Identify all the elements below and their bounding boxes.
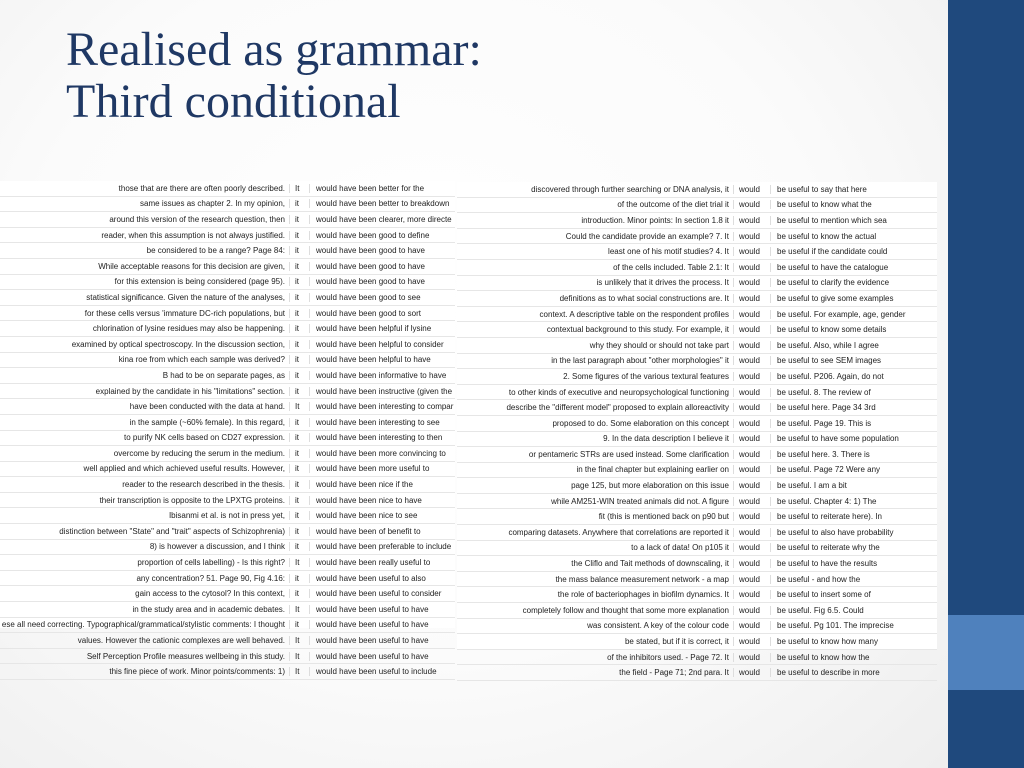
node-word-cell: it [289, 480, 310, 489]
left-context-cell: values. However the cationic complexes are well behaved. [77, 636, 285, 646]
right-context-cell: would have been nice if the [316, 480, 413, 490]
left-context-cell: gain access to the cytosol? In this context, [135, 589, 285, 599]
table-row [457, 634, 937, 650]
table-row [0, 353, 455, 369]
node-word-cell: it [289, 620, 310, 629]
node-word-cell: would [733, 356, 771, 365]
left-context-cell: reader, when this assumption is not always justified. [101, 230, 285, 240]
node-word-cell: would [733, 668, 771, 677]
table-row [457, 447, 937, 463]
table-row [457, 229, 937, 245]
table-row [0, 197, 455, 213]
table-row [0, 540, 455, 556]
right-context-cell: would have been preferable to include [316, 542, 452, 552]
left-context-cell: is unlikely that it drives the process. It [596, 278, 729, 288]
node-word-cell: it [289, 262, 310, 271]
right-context-cell: be useful to have the results [777, 559, 878, 569]
left-context-cell: comparing datasets. Anywhere that correlations are reported it [508, 527, 729, 537]
right-context-cell: be useful. For example, age, gender [777, 309, 906, 319]
right-context-cell: would have been good to see [316, 292, 421, 302]
right-context-cell: be useful to know what the [777, 200, 872, 210]
left-context-cell: those that are there are often poorly described. [118, 183, 285, 193]
right-context-cell: would have been better for the [316, 183, 425, 193]
left-context-cell: the role of bacteriophages in biofilm dynamics. It [557, 590, 729, 600]
right-context-cell: be useful here. Page 34 3rd [777, 403, 876, 413]
left-context-cell: to other kinds of executive and neuropsychological functioning [508, 387, 729, 397]
table-row [0, 181, 455, 197]
node-word-cell: would [733, 200, 771, 209]
table-row [0, 649, 455, 665]
node-word-cell: would [733, 419, 771, 428]
node-word-cell: it [289, 433, 310, 442]
table-row [457, 276, 937, 292]
table-row [457, 307, 937, 323]
table-row [0, 618, 455, 634]
table-row [0, 431, 455, 447]
right-context-cell: would have been interesting to compar [316, 402, 454, 412]
table-row [457, 369, 937, 385]
right-context-cell: be useful to insert some of [777, 590, 871, 600]
table-row [0, 633, 455, 649]
right-context-cell: be useful - and how the [777, 574, 861, 584]
node-word-cell: would [733, 575, 771, 584]
right-context-cell: be useful to describe in more [777, 668, 880, 678]
right-context-cell: be useful to reiterate why the [777, 543, 880, 553]
node-word-cell: would [733, 294, 771, 303]
node-word-cell: would [733, 590, 771, 599]
left-context-cell: be stated, but if it is correct, it [624, 637, 729, 647]
node-word-cell: it [289, 387, 310, 396]
left-context-cell: the Cliflo and Tait methods of downscaling, it [571, 559, 729, 569]
left-context-cell: page 125, but more elaboration on this issue [571, 481, 729, 491]
right-context-cell: be useful. Page 72 Were any [777, 465, 881, 475]
left-context-cell: explained by the candidate in his "limitations" section. [95, 386, 285, 396]
left-context-cell: fit (this is mentioned back on p90 but [598, 512, 729, 522]
node-word-cell: it [289, 324, 310, 333]
node-word-cell: it [289, 418, 310, 427]
table-row [0, 477, 455, 493]
table-row [457, 322, 937, 338]
node-word-cell: It [289, 184, 310, 193]
right-context-cell: be useful to know how the [777, 652, 870, 662]
right-context-cell: be useful to have the catalogue [777, 262, 889, 272]
node-word-cell: it [289, 340, 310, 349]
table-row [457, 509, 937, 525]
left-context-cell: introduction. Minor points: In section 1.8 it [581, 215, 729, 225]
left-context-cell: chlorination of lysine residues may also be happening. [92, 324, 285, 334]
node-word-cell: It [289, 652, 310, 661]
left-context-cell: in the final chapter but explaining earlier on [576, 465, 729, 475]
left-context-cell: Ibisanmi et al. is not in press yet, [168, 511, 285, 521]
right-context-cell: would have been instructive (given the [316, 386, 453, 396]
left-context-cell: kina roe from which each sample was derived? [118, 355, 285, 365]
table-row [0, 306, 455, 322]
right-context-cell: be useful here. 3. There is [777, 449, 870, 459]
table-row [457, 587, 937, 603]
node-word-cell: it [289, 574, 310, 583]
node-word-cell: would [733, 637, 771, 646]
right-context-cell: be useful to know how many [777, 637, 878, 647]
right-context-cell: would have been clearer, more directe [316, 214, 452, 224]
left-context-cell: for this extension is being considered (page 95). [114, 277, 285, 287]
node-word-cell: it [289, 449, 310, 458]
node-word-cell: it [289, 293, 310, 302]
table-row [0, 290, 455, 306]
node-word-cell: it [289, 371, 310, 380]
table-row [457, 603, 937, 619]
table-row [0, 384, 455, 400]
table-row [457, 338, 937, 354]
table-row [0, 524, 455, 540]
left-context-cell: this fine piece of work. Minor points/comments: 1) [109, 667, 285, 677]
left-context-cell: well applied and which achieved useful results. However, [83, 464, 285, 474]
right-context-cell: would have been nice to see [316, 511, 418, 521]
right-context-cell: would have been good to sort [316, 308, 421, 318]
left-context-cell: definitions as to what social constructions are. It [559, 293, 729, 303]
node-word-cell: it [289, 231, 310, 240]
left-context-cell: same issues as chapter 2. In my opinion, [140, 199, 285, 209]
right-context-cell: be useful to see SEM images [777, 356, 882, 366]
node-word-cell: it [289, 527, 310, 536]
node-word-cell: would [733, 341, 771, 350]
left-context-cell: have been conducted with the data at hand. [129, 402, 285, 412]
right-context-cell: be useful if the candidate could [777, 247, 888, 257]
right-context-cell: be useful to say that here [777, 184, 867, 194]
table-row [0, 664, 455, 680]
table-row [457, 385, 937, 401]
left-context-cell: in the study area and in academic debates. [132, 604, 285, 614]
table-row [0, 586, 455, 602]
left-context-cell: context. A descriptive table on the respondent profiles [539, 309, 729, 319]
left-context-cell: in the sample (~60% female). In this regard, [129, 417, 285, 427]
node-word-cell: would [733, 606, 771, 615]
left-context-cell: 8) is however a discussion, and I think [149, 542, 285, 552]
table-row [457, 525, 937, 541]
right-context-cell: would have been useful to consider [316, 589, 442, 599]
right-context-cell: would have been interesting to then [316, 433, 443, 443]
table-row [457, 478, 937, 494]
concordance-table-left [0, 181, 455, 677]
left-context-cell: B had to be on separate pages, as [162, 370, 285, 380]
right-context-cell: would have been informative to have [316, 370, 447, 380]
right-context-cell: would have been good to have [316, 246, 425, 256]
node-word-cell: it [289, 309, 310, 318]
table-row [0, 243, 455, 259]
left-context-cell: of the inhibitors used. - Page 72. It [607, 652, 729, 662]
node-word-cell: would [733, 450, 771, 459]
left-context-cell: describe the "different model" proposed to explain alloreactivity [506, 403, 729, 413]
node-word-cell: it [289, 511, 310, 520]
left-context-cell: reader to the research described in the thesis. [122, 480, 285, 490]
right-context-cell: be useful. Pg 101. The imprecise [777, 621, 894, 631]
right-context-cell: be useful to also have probability [777, 527, 894, 537]
node-word-cell: would [733, 434, 771, 443]
table-row [0, 555, 455, 571]
right-context-cell: would have been helpful to consider [316, 339, 444, 349]
left-context-cell: 2. Some figures of the various textural features [563, 371, 729, 381]
right-context-cell: be useful. Chapter 4: 1) The [777, 496, 877, 506]
table-row [457, 650, 937, 666]
left-context-cell: Self Perception Profile measures wellbeing in this study. [86, 651, 285, 661]
right-context-cell: would have been good to have [316, 261, 425, 271]
left-context-cell: examined by optical spectroscopy. In the discussion section, [71, 339, 285, 349]
left-context-cell: the field - Page 71; 2nd para. It [619, 668, 729, 678]
node-word-cell: would [733, 481, 771, 490]
left-context-cell: while AM251-WIN treated animals did not. A figure [551, 496, 729, 506]
table-row [457, 556, 937, 572]
right-context-cell: would have been really useful to [316, 558, 431, 568]
node-word-cell: would [733, 559, 771, 568]
table-row [0, 415, 455, 431]
table-row [0, 321, 455, 337]
left-context-cell: discovered through further searching or DNA analysis, it [531, 184, 729, 194]
right-context-cell: be useful. Also, while I agree [777, 340, 879, 350]
node-word-cell: It [289, 558, 310, 567]
table-row [457, 416, 937, 432]
right-context-cell: would have been more convincing to [316, 448, 446, 458]
node-word-cell: would [733, 325, 771, 334]
node-word-cell: would [733, 621, 771, 630]
table-row [0, 571, 455, 587]
left-context-cell: statistical significance. Given the nature of the analyses, [86, 292, 285, 302]
node-word-cell: would [733, 497, 771, 506]
right-context-cell: be useful. 8. The review of [777, 387, 871, 397]
right-context-cell: would have been nice to have [316, 495, 422, 505]
slide-title-line1: Realised as grammar: [66, 23, 482, 76]
table-row [457, 213, 937, 229]
right-context-cell: be useful. Page 19. This is [777, 418, 872, 428]
table-row [0, 508, 455, 524]
right-context-cell: would have been good to define [316, 230, 430, 240]
left-context-cell: be considered to be a range? Page 84: [146, 246, 285, 256]
table-row [0, 446, 455, 462]
left-context-cell: contextual background to this study. For example, it [546, 325, 729, 335]
left-context-cell: in the last paragraph about "other morphologies" it [551, 356, 729, 366]
table-row [457, 182, 937, 198]
table-row [457, 198, 937, 214]
node-word-cell: would [733, 543, 771, 552]
table-row [0, 259, 455, 275]
table-row [457, 244, 937, 260]
node-word-cell: would [733, 465, 771, 474]
left-context-cell: any concentration? 51. Page 90, Fig 4.16: [136, 573, 285, 583]
table-row [0, 462, 455, 478]
table-row [0, 602, 455, 618]
left-context-cell: was consistent. A key of the colour code [587, 621, 729, 631]
node-word-cell: it [289, 496, 310, 505]
node-word-cell: would [733, 512, 771, 521]
right-context-cell: would have been useful to include [316, 667, 437, 677]
slide-title-line2: Third conditional [66, 75, 401, 128]
table-row [0, 212, 455, 228]
left-context-cell: While acceptable reasons for this decision are given, [98, 261, 285, 271]
left-context-cell: or pentameric STRs are used instead. Some clarification [528, 449, 729, 459]
left-context-cell: their transcription is opposite to the LPXTG proteins. [99, 495, 285, 505]
node-word-cell: It [289, 667, 310, 676]
table-row [0, 399, 455, 415]
left-context-cell: why they should or should not take part [589, 340, 729, 350]
right-context-cell: would have been useful to have [316, 620, 429, 630]
table-row [0, 337, 455, 353]
node-word-cell: would [733, 263, 771, 272]
right-context-cell: would have been better to breakdown [316, 199, 450, 209]
right-context-cell: be useful to give some examples [777, 293, 894, 303]
node-word-cell: it [289, 246, 310, 255]
table-row [0, 368, 455, 384]
concordance-table-right [457, 182, 937, 678]
right-context-cell: be useful. I am a bit [777, 481, 847, 491]
table-row [457, 494, 937, 510]
right-context-cell: would have been good to have [316, 277, 425, 287]
left-context-cell: distinction between "State" and "trait" aspects of Schizophrenia) [59, 526, 285, 536]
table-row [457, 572, 937, 588]
node-word-cell: would [733, 185, 771, 194]
left-context-cell: least one of his motif studies? 4. It [608, 247, 729, 257]
right-context-cell: be useful to know some details [777, 325, 887, 335]
table-row [457, 354, 937, 370]
left-context-cell: overcome by reducing the serum in the medium. [113, 448, 285, 458]
right-context-cell: would have been useful to also [316, 573, 426, 583]
node-word-cell: it [289, 542, 310, 551]
right-context-cell: be useful to mention which sea [777, 215, 887, 225]
right-context-cell: be useful to know the actual [777, 231, 877, 241]
node-word-cell: it [289, 277, 310, 286]
node-word-cell: would [733, 232, 771, 241]
right-context-cell: would have been helpful to have [316, 355, 431, 365]
right-context-cell: be useful. P206. Again, do not [777, 371, 884, 381]
right-context-cell: would have been useful to have [316, 604, 429, 614]
right-context-cell: would have been interesting to see [316, 417, 440, 427]
left-context-cell: 9. In the data description I believe it [603, 434, 729, 444]
right-context-cell: be useful to reiterate here). In [777, 512, 882, 522]
node-word-cell: It [289, 636, 310, 645]
right-context-cell: be useful to clarify the evidence [777, 278, 890, 288]
node-word-cell: would [733, 372, 771, 381]
right-context-cell: would have been of benefit to [316, 526, 421, 536]
left-context-cell: to a lack of data! On p105 it [631, 543, 729, 553]
table-row [457, 463, 937, 479]
right-context-cell: would have been useful to have [316, 651, 429, 661]
node-word-cell: it [289, 199, 310, 208]
table-row [0, 275, 455, 291]
table-row [0, 493, 455, 509]
node-word-cell: would [733, 278, 771, 287]
node-word-cell: It [289, 402, 310, 411]
node-word-cell: it [289, 215, 310, 224]
left-context-cell: Could the candidate provide an example? 7. It [565, 231, 729, 241]
slide-title [66, 24, 482, 128]
node-word-cell: would [733, 528, 771, 537]
right-context-cell: would have been helpful if lysine [316, 324, 432, 334]
left-context-cell: ese all need correcting. Typographical/grammatical/stylistic comments: I thought [1, 620, 285, 630]
node-word-cell: would [733, 247, 771, 256]
table-row [457, 260, 937, 276]
left-context-cell: of the outcome of the diet trial it [617, 200, 729, 210]
table-row [457, 619, 937, 635]
table-row [457, 665, 937, 681]
table-row [457, 400, 937, 416]
left-context-cell: proportion of cells labelling) - Is this right? [137, 558, 285, 568]
node-word-cell: would [733, 310, 771, 319]
left-context-cell: proposed to do. Some elaboration on this concept [552, 418, 729, 428]
table-row [457, 432, 937, 448]
left-context-cell: of the cells included. Table 2.1: It [613, 262, 729, 272]
right-context-cell: would have been useful to have [316, 636, 429, 646]
right-context-cell: be useful. Fig 6.5. Could [777, 605, 864, 615]
left-context-cell: around this version of the research question, then [109, 214, 285, 224]
node-word-cell: it [289, 464, 310, 473]
left-context-cell: to purify NK cells based on CD27 expression. [124, 433, 285, 443]
left-context-cell: completely follow and thought that some more explanation [522, 605, 729, 615]
node-word-cell: would [733, 216, 771, 225]
right-context-cell: would have been more useful to [316, 464, 430, 474]
left-context-cell: the mass balance measurement network - a map [555, 574, 729, 584]
table-row [457, 541, 937, 557]
node-word-cell: would [733, 388, 771, 397]
table-row [0, 228, 455, 244]
node-word-cell: would [733, 653, 771, 662]
table-row [457, 291, 937, 307]
left-context-cell: for these cells versus 'immature DC-rich populations, but [84, 308, 285, 318]
right-context-cell: be useful to have some population [777, 434, 899, 444]
side-accent-block [948, 615, 1024, 690]
node-word-cell: it [289, 589, 310, 598]
node-word-cell: would [733, 403, 771, 412]
node-word-cell: it [289, 355, 310, 364]
node-word-cell: It [289, 605, 310, 614]
